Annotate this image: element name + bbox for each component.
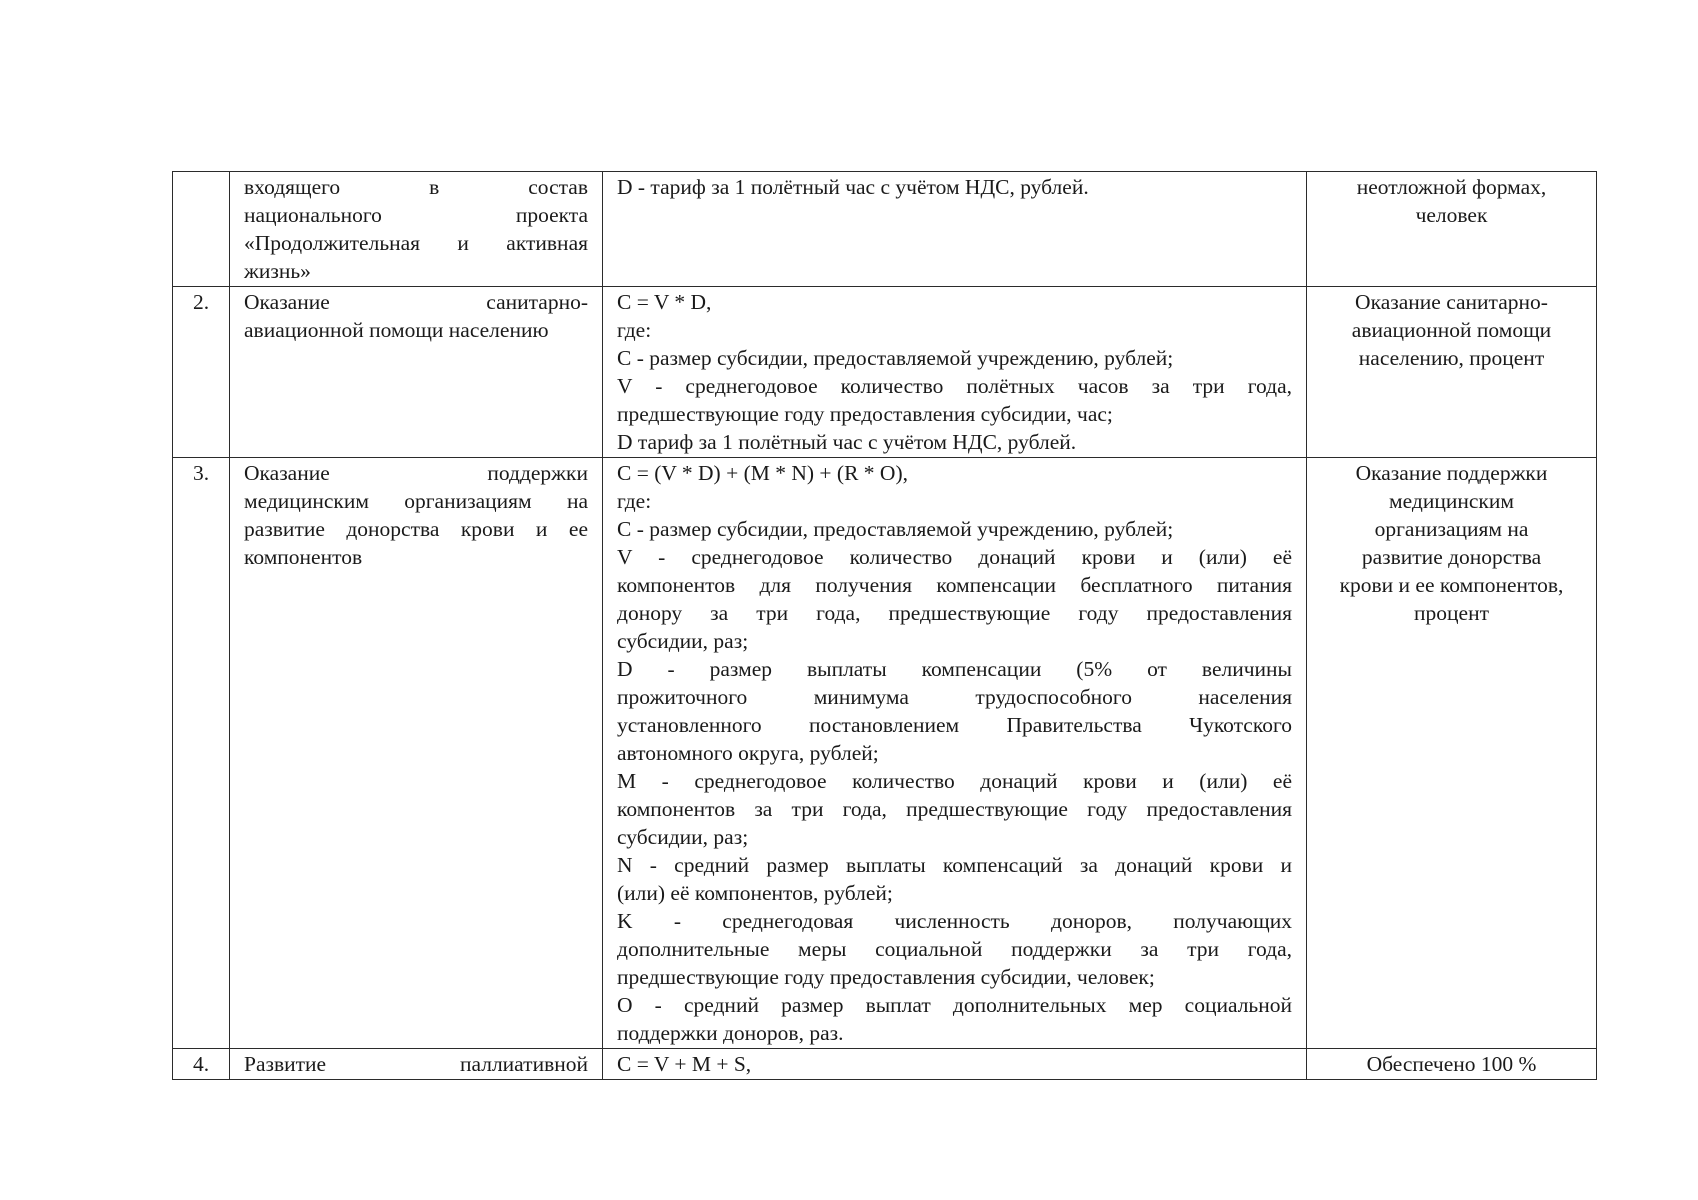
table-body bbox=[173, 172, 1597, 1080]
formula-line: предшествующие году предоставления субсидии, человек; bbox=[617, 965, 1155, 989]
formula-line: где: bbox=[617, 318, 652, 342]
indicator-cell bbox=[1307, 1049, 1597, 1080]
formula-line: субсидии, раз; bbox=[617, 825, 749, 849]
formula-line: M - среднегодовое количество донаций крови и (или) её bbox=[617, 769, 1292, 793]
indicator-line: организациям на bbox=[1374, 517, 1529, 541]
row-number: 4. bbox=[173, 1049, 230, 1080]
indicator-line: человек bbox=[1415, 203, 1488, 227]
formula-cell bbox=[603, 458, 1307, 1049]
formula-line: C = V + M + S, bbox=[617, 1052, 752, 1076]
activity-name-cell bbox=[230, 172, 603, 287]
activity-name-line: Развитие паллиативной bbox=[244, 1052, 588, 1076]
activity-name-line: национального проекта bbox=[244, 203, 588, 227]
formula-line: D - размер выплаты компенсации (5% от величины bbox=[617, 657, 1292, 681]
formula-line: C = (V * D) + (M * N) + (R * O), bbox=[617, 461, 908, 485]
formula-line: установленного постановлением Правительства Чукотского bbox=[617, 713, 1292, 737]
activity-name-cell bbox=[230, 1049, 603, 1080]
formula-cell bbox=[603, 287, 1307, 458]
indicator-cell bbox=[1307, 172, 1597, 287]
formula-line: K - среднегодовая численность доноров, получающих bbox=[617, 909, 1292, 933]
formula-line: субсидии, раз; bbox=[617, 629, 749, 653]
formula-line: V - среднегодовое количество полётных часов за три года, bbox=[617, 374, 1292, 398]
activity-name-line: компонентов bbox=[244, 545, 363, 569]
indicator-line: авиационной помощи bbox=[1351, 318, 1552, 342]
formula-line: дополнительные меры социальной поддержки за три года, bbox=[617, 937, 1292, 961]
indicator-line: развитие донорства bbox=[1361, 545, 1542, 569]
indicator-line: населению, процент bbox=[1358, 346, 1545, 370]
activity-name-line: медицинским организациям на bbox=[244, 489, 588, 513]
indicator-line: неотложной формах, bbox=[1356, 175, 1547, 199]
formula-cell bbox=[603, 1049, 1307, 1080]
formula-line: C = V * D, bbox=[617, 290, 712, 314]
indicator-line: Обеспечено 100 % bbox=[1366, 1052, 1537, 1076]
formula-line: D тариф за 1 полётный час с учётом НДС, рублей. bbox=[617, 430, 1077, 454]
formula-line: (или) её компонентов, рублей; bbox=[617, 881, 893, 905]
subsidy-formula-table bbox=[172, 171, 1597, 1080]
table-row bbox=[173, 287, 1597, 458]
row-number bbox=[173, 172, 230, 287]
indicator-line: Оказание санитарно- bbox=[1355, 290, 1548, 314]
table-row bbox=[173, 172, 1597, 287]
formula-line: автономного округа, рублей; bbox=[617, 741, 879, 765]
activity-name-line: Оказание поддержки bbox=[244, 461, 588, 485]
indicator-line: процент bbox=[1414, 601, 1489, 625]
activity-name-line: жизнь» bbox=[244, 259, 311, 283]
formula-line: где: bbox=[617, 489, 652, 513]
formula-line: компонентов для получения компенсации бесплатного питания bbox=[617, 573, 1292, 597]
indicator-line: медицинским bbox=[1389, 489, 1514, 513]
row-number: 2. bbox=[173, 287, 230, 458]
formula-line: компонентов за три года, предшествующие году предоставления bbox=[617, 797, 1292, 821]
formula-line: донору за три года, предшествующие году предоставления bbox=[617, 601, 1292, 625]
activity-name-line: «Продолжительная и активная bbox=[244, 231, 588, 255]
activity-name-line: входящего в состав bbox=[244, 175, 588, 199]
formula-line: предшествующие году предоставления субсидии, час; bbox=[617, 402, 1113, 426]
formula-line: C - размер субсидии, предоставляемой учреждению, рублей; bbox=[617, 517, 1174, 541]
activity-name-line: Оказание санитарно- bbox=[244, 290, 588, 314]
indicator-cell bbox=[1307, 287, 1597, 458]
table-row bbox=[173, 1049, 1597, 1080]
activity-name-line: авиационной помощи населению bbox=[244, 318, 549, 342]
formula-line: поддержки доноров, раз. bbox=[617, 1021, 844, 1045]
row-number: 3. bbox=[173, 458, 230, 1049]
activity-name-cell bbox=[230, 458, 603, 1049]
formula-line: O - средний размер выплат дополнительных мер социальной bbox=[617, 993, 1292, 1017]
formula-line: V - среднегодовое количество донаций крови и (или) её bbox=[617, 545, 1292, 569]
table-row bbox=[173, 458, 1597, 1049]
formula-cell bbox=[603, 172, 1307, 287]
formula-line: D - тариф за 1 полётный час с учётом НДС, рублей. bbox=[617, 175, 1089, 199]
indicator-line: Оказание поддержки bbox=[1355, 461, 1548, 485]
formula-line: C - размер субсидии, предоставляемой учреждению, рублей; bbox=[617, 346, 1174, 370]
indicator-cell bbox=[1307, 458, 1597, 1049]
indicator-line: крови и ее компонентов, bbox=[1339, 573, 1564, 597]
formula-line: N - средний размер выплаты компенсаций за донаций крови и bbox=[617, 853, 1292, 877]
activity-name-line: развитие донорства крови и ее bbox=[244, 517, 588, 541]
activity-name-cell bbox=[230, 287, 603, 458]
formula-line: прожиточного минимума трудоспособного населения bbox=[617, 685, 1292, 709]
